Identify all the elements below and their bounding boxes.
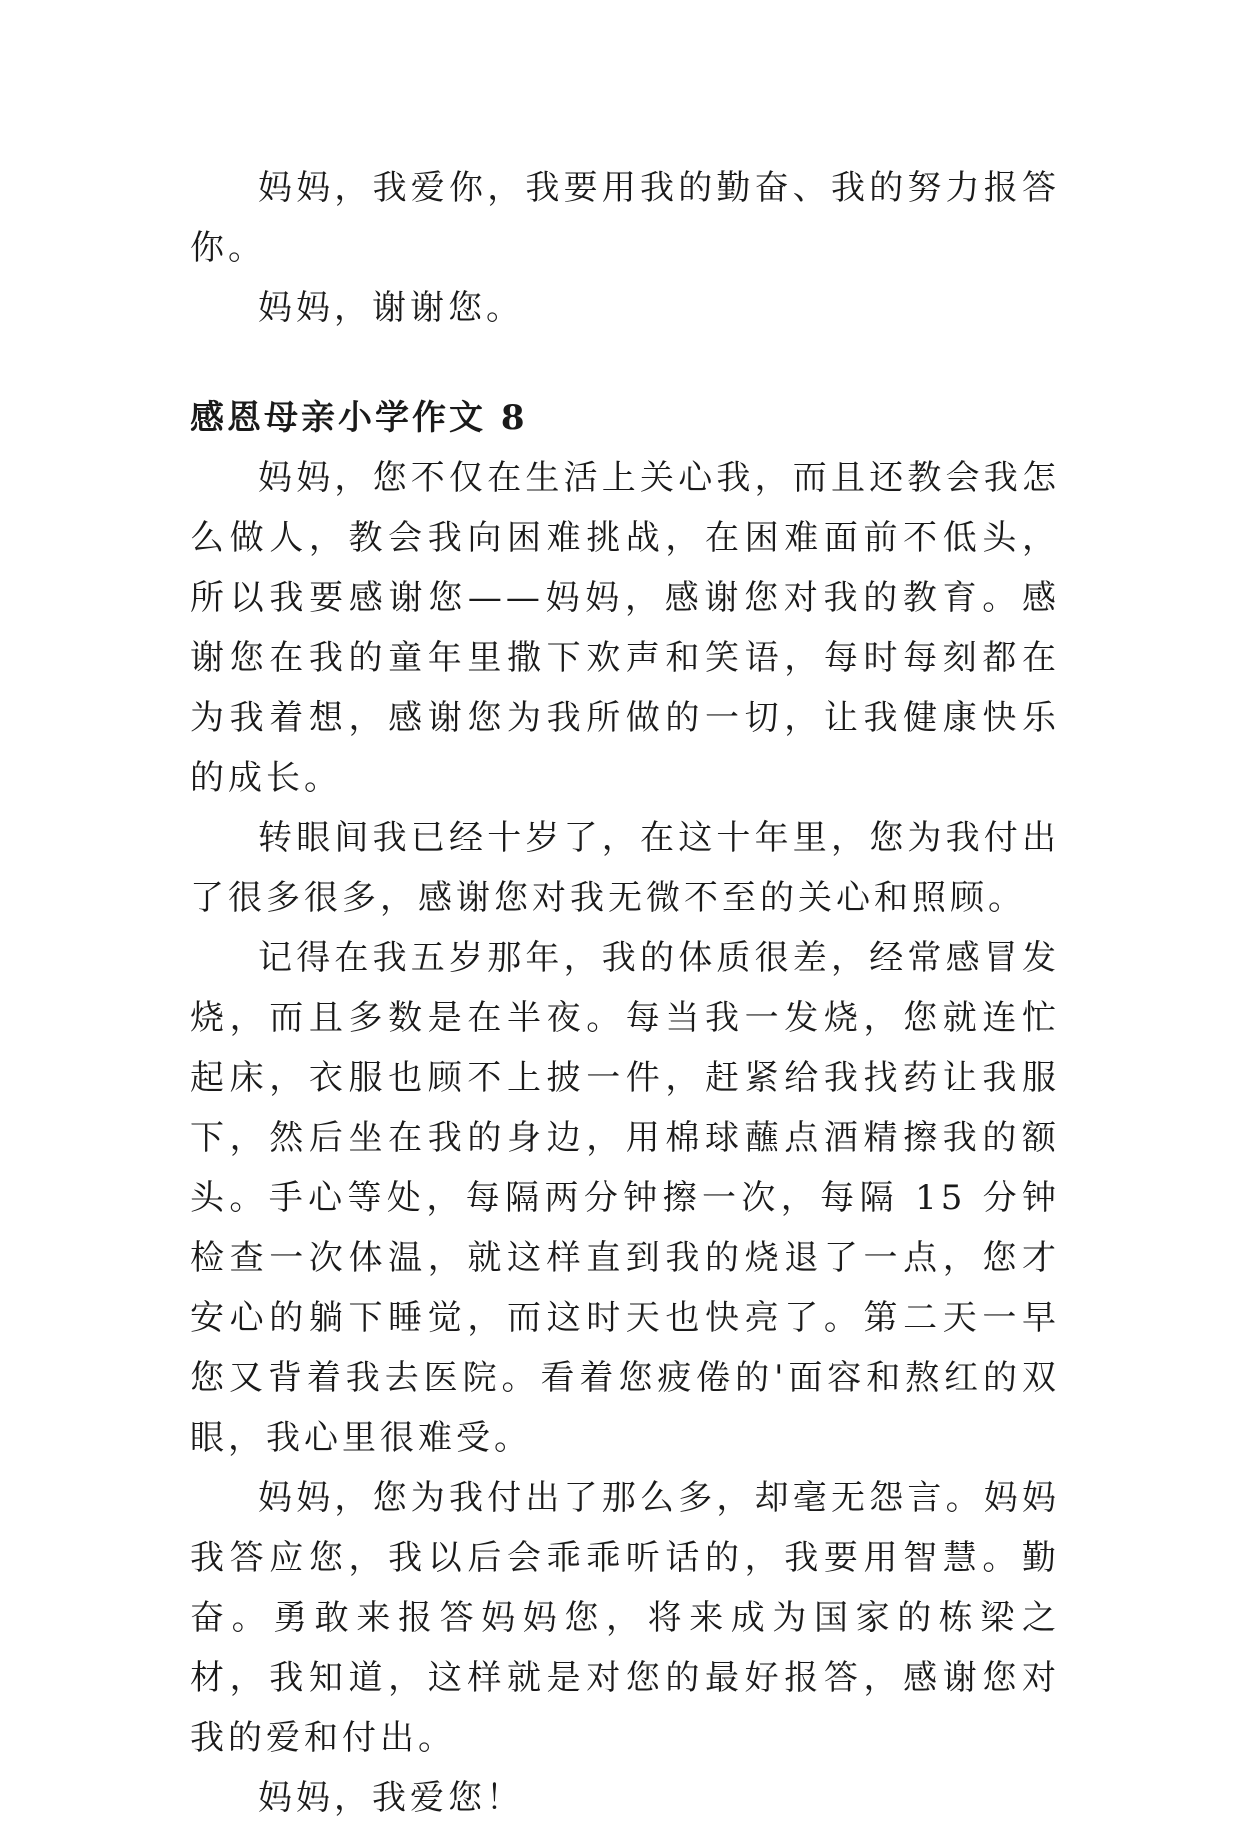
- paragraph: 妈妈，您不仅在生活上关心我，而且还教会我怎么做人，教会我向困难挑战，在困难面前不低头，所以我要感谢您——妈妈，感谢您对我的教育。感谢您在我的童年里撒下欢声和笑语，每时每刻都在为我着想，感谢您为我所做的一切，让我健康快乐的成长。: [190, 458, 1060, 798]
- paragraph: 妈妈，谢谢您。: [258, 288, 524, 328]
- paragraph: 记得在我五岁那年，我的体质很差，经常感冒发烧，而且多数是在半夜。每当我一发烧，您就连忙起床，衣服也顾不上披一件，赶紧给我找药让我服下，然后坐在我的身边，用棉球蘸点酒精擦我的额头。手心等处，每隔两分钟擦一次，每隔 15 分钟检查一次体温，就这样直到我的烧退了一点，您才安心的躺下睡觉，而这时天也快亮了。第二天一早您又背着我去医院。看着您疲倦的'面容和熬红的双眼，我心里很难受。: [190, 938, 1060, 1458]
- paragraph: 妈妈，我爱您！: [258, 1778, 524, 1818]
- document-body: [190, 158, 1060, 1828]
- paragraph: 转眼间我已经十岁了，在这十年里，您为我付出了很多很多，感谢您对我无微不至的关心和照顾。: [190, 818, 1060, 918]
- paragraph: 妈妈，您为我付出了那么多，却毫无怨言。妈妈我答应您，我以后会乖乖听话的，我要用智慧。勤奋。勇敢来报答妈妈您，将来成为国家的栋梁之材，我知道，这样就是对您的最好报答，感谢您对我的爱和付出。: [190, 1478, 1060, 1758]
- paragraph: 妈妈，我爱你，我要用我的勤奋、我的努力报答你。: [190, 168, 1060, 268]
- section-spacer: [190, 338, 1060, 388]
- section-title: 感恩母亲小学作文 8: [190, 398, 528, 438]
